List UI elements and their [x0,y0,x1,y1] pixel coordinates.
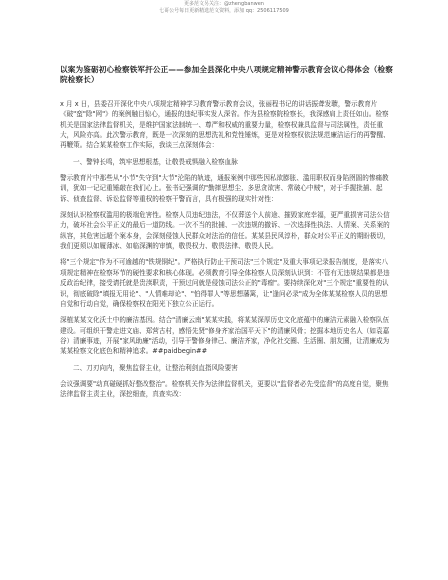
document-body [60,99,392,400]
intro-paragraph: x 月 x 日，县委召开深化中央八项规定精神学习教育警示教育会议，张丽程书记的讲话振聋发聩，警示教育片《破"蛮"除"网"》的案例触目惊心，通报的违纪事实发人深省。作为县检察院检察长，我深感肩上责任如山。检察机关是国家法律监督机关，是维护国家法制统一、尊严和权威的重要力量，检察权兼具监督与司法属性，责任重大，风险亦高。此次警示教育，既是一次深刻的思想洗礼和党性锤炼，更是对检察权依法规范廉洁运行的再警醒、再鞭策。结合某某检察工作实际，我谈三点深刻体会： [60,100,390,150]
body-paragraph: 将"三个规定"作为不可逾越的"铁规铜纪"。严格执行防止干预司法"三个规定"及重大事项记录报告制度，是落实八项规定精神在检察环节的硬性要求和核心体现。必须教育引导全体检察人员深刻认识到：不管有无违规结果都是违反政治纪律，接受请托就是贵渎职责，干预过问就是侵蚀司法公正的"毒瘤"。要持续深化对"三个规定"重要性的认识，彻底破除"填报无用论"、"人情难却论"、"怕得罪人"等思想藩篱，让"逢问必录"成为全体某某检察人员的思想自觉和行动自觉，确保检察权在阳光下独立公正运行。 [60,258,390,308]
body-paragraph: 警示教育片中那些从"小节"失守到"大节"沦陷的轨迹，通报案例中那些因私欲膨胀、滥用职权而身陷囹圄的惨痛教训，犹如一记记重锤敲在我们心上。张书记强调的"勤摔思想尘、多思贪欲害、常破心中贼"，对于手握批捕、起诉、侦查监督、诉讼监督等重权的检察干警而言，具有极强的现实针对性： [60,174,389,203]
body-paragraph: 深植某某文化沃土中的廉洁基因。结合"清廉云南"某某实践，将某某深厚历史文化底蕴中的廉洁元素融入检察队伍建设。可组织干警走进文庙、郑营古村，感悟先贤"修身齐家治国平天下"的清廉风骨；挖掘本地历史名人（如袁嘉谷）清廉事迹，开展"家风助廉"活动，引导干警修身律己、廉洁齐家，净化社交圈、生活圈、朋友圈，让清廉成为某某检察文化底色和精神追求。##paidbegin## [60,316,390,356]
body-paragraph: 会议强调要"动真碰硬抓好整改整治"。检察机关作为法律监督机关，更要以"监督者必先受监督"的高度自觉，聚焦法律监督主责主业，深挖细查，真查实改： [60,379,389,399]
body-paragraph: 深刻认识检察权滥用的极端危害性。检察人员违纪违法，不仅葬送个人前途、摧毁家庭幸福，更严重损害司法公信力，破坏社会公平正义的最后一道防线。一次不当的批捕、一次违规的撤诉、一次选择性执法、人情案、关系案的纵容，其危害远超个案本身，会深刻侵蚀人民群众对法治的信任。某某县民风淳朴，群众对公平正义的期盼极切，我们更须以如履薄冰、如临深渊的审慎，敬畏权力、敬畏法律、敬畏人民。 [60,211,390,251]
page-header [0,0,448,15]
header-contact-line: 七哥公号每日更新精选范文资料，添加 qq：2506117509 [159,8,289,14]
section-heading-2: 二、刀刃向内，聚焦监督主业，让整治利剑直指风险要害 [73,363,238,372]
section-heading-1: 一、警钟长鸣，筑牢思想根基，让敬畏戒惧融入检察血脉 [73,157,238,166]
document-title: 以案为鉴砺初心检察铁军扞公正——参加全县深化中央八项规定精神警示教育会议心得体会（检察院检察长） [60,65,393,84]
header-promo-line: 更多范文另关注：@zhengbanwen [184,1,264,7]
